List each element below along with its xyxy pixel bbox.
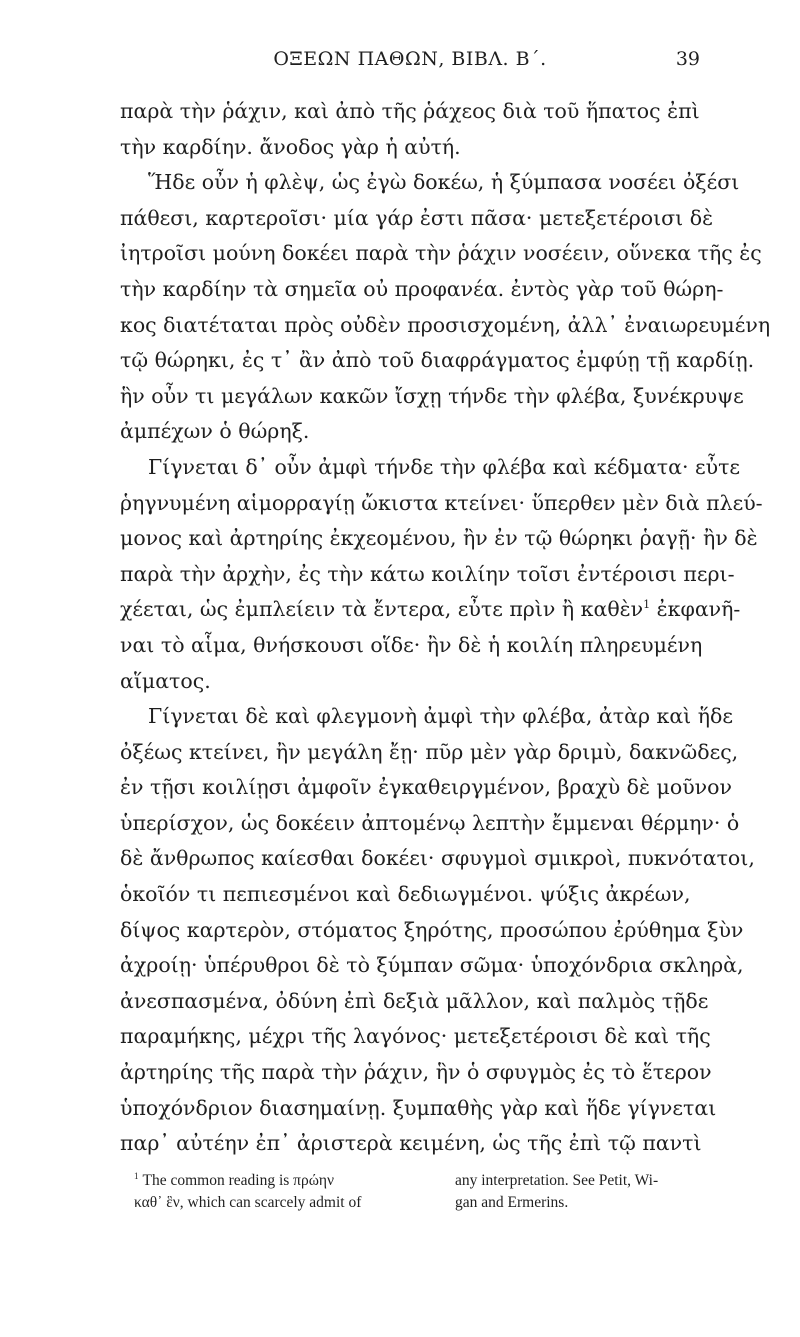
text-line: ὑπερίσχον, ὡς δοκέειν ἀπτομένῳ λεπτὴν ἔμμεναι θέρμην· ὁ (120, 810, 740, 835)
running-head (120, 48, 700, 84)
footnote-reference[interactable]: 1 (643, 598, 651, 612)
text-line: τῷ θώρηκι, ἐς τ᾽ ἂν ἀπὸ τοῦ διαφράγματος ἐμφύῃ τῇ καρδίῃ. (120, 348, 755, 373)
text-line: ἀχροίῃ· ὑπέρυθροι δὲ τὸ ξύμπαν σῶμα· ὑποχόνδρια σκληρὰ, (120, 953, 744, 978)
text-fragment: ἐκφανῆ- (650, 597, 741, 622)
text-line: αἵματος. (120, 668, 211, 693)
text-line: παραμήκης, μέχρι τῆς λαγόνος· μετεξετέροισι δὲ καὶ τῆς (120, 1024, 711, 1049)
footnote (120, 1170, 700, 1214)
text-line: παρὰ τὴν ἀρχὴν, ἐς τὴν κάτω κοιλίην τοῖσι ἐντέροισι περι- (120, 561, 735, 586)
paragraph-start-line: Γίγνεται δὲ καὶ φλεγμονὴ ἀμφὶ τὴν φλέβα, ἀτὰρ καὶ ἥδε (148, 704, 733, 729)
text-line: πάθεσι, καρτεροῖσι· μία γάρ ἐστι πᾶσα· μετεξετέροισι δὲ (120, 205, 714, 230)
footnote-line (120, 1192, 700, 1214)
text-line: μονος καὶ ἀρτηρίης ἐκχεομένου, ἢν ἐν τῷ θώρηκι ῥαγῇ· ἢν δὲ (120, 526, 758, 551)
text-line: ἰητροῖσι μούνη δοκέει παρὰ τὴν ῥάχιν νοσέειν, οὕνεκα τῆς ἐς (120, 241, 762, 266)
text-line: δίψος καρτερὸν, στόματος ξηρότης, προσώπου ἐρύθημα ξὺν (120, 917, 744, 942)
text-line: ναι τὸ αἷμα, θνήσκουσι οἵδε· ἢν δὲ ἡ κοιλίη πληρευμένη (120, 632, 703, 657)
text-line: ἀμπέχων ὁ θώρηξ. (120, 419, 310, 444)
text-line: δὲ ἄνθρωπος καίεσθαι δοκέει· σφυγμοὶ σμικροὶ, πυκνότατοι, (120, 846, 755, 871)
text-line: κος διατέταται πρὸς οὐδὲν προσισχομένη, ἀλλ᾽ ἐναιωρευμένη (120, 312, 771, 337)
text-line: ἀρτηρίης τῆς παρὰ τὴν ῥάχιν, ἣν ὁ σφυγμὸς ἐς τὸ ἕτερον (120, 1060, 712, 1085)
text-line: παρ᾽ αὐτέην ἐπ᾽ ἀριστερὰ κειμένη, ὡς τῆς ἐπὶ τῷ παντὶ (120, 1131, 702, 1156)
footnote-right-column: gan and Ermerins. (455, 1193, 569, 1211)
footnote-line (120, 1170, 700, 1192)
text-line: ῥηγνυμένη αἱμορραγίῃ ὤκιστα κτείνει· ὕπερθεν μὲν διὰ πλεύ- (120, 490, 763, 515)
paragraph-start-line: Ἥδε οὖν ἡ φλὲψ, ὡς ἐγὼ δοκέω, ἡ ξύμπασα νοσέει ὀξέσι (148, 170, 740, 195)
book-page (120, 48, 771, 1214)
page-number: 39 (675, 48, 700, 70)
text-line: ὁκοῖόν τι πεπιεσμένοι καὶ δεδιωγμένοι. ψύξις ἀκρέων, (120, 882, 691, 907)
text-line: ἣν οὖν τι μεγάλων κακῶν ἴσχῃ τήνδε τὴν φλέβα, ξυνέκρυψε (120, 383, 744, 408)
text-line: ἐν τῇσι κοιλίῃσι ἀμφοῖν ἐγκαθειργμένον, βραχὺ δὲ μοῦνον (120, 775, 732, 800)
text-line: ἀνεσπασμένα, ὀδύνη ἐπὶ δεξιὰ μᾶλλον, καὶ παλμὸς τῇδε (120, 988, 709, 1013)
text-line: ὀξέως κτείνει, ἢν μεγάλη ἔῃ· πῦρ μὲν γὰρ δριμὺ, δακνῶδες, (120, 739, 739, 764)
footnote-right-column: any interpretation. See Petit, Wi- (455, 1171, 659, 1189)
text-line: τὴν καρδίην τὰ σημεῖα οὐ προφανέα. ἐντὸς γὰρ τοῦ θώρη- (120, 276, 724, 301)
text-line-with-note (120, 592, 741, 628)
text-line: τὴν καρδίην. ἄνοδος γὰρ ἡ αὐτή. (120, 134, 461, 159)
text-line: ὑποχόνδριον διασημαίνῃ. ξυμπαθὴς γὰρ καὶ ἥδε γίγνεται (120, 1095, 717, 1120)
text-line: παρὰ τὴν ῥάχιν, καὶ ἀπὸ τῆς ῥάχεος διὰ τοῦ ἥπατος ἐπὶ (120, 99, 700, 123)
footnote-text: The common reading is πρώην (142, 1171, 335, 1189)
body-text (120, 94, 771, 1162)
footnote-marker: 1 (134, 1170, 139, 1181)
footnote-left-column: καθ᾽ ἓν, which can scarcely admit of (134, 1193, 362, 1211)
paragraph-start-line: Γίγνεται δ᾽ οὖν ἀμφὶ τήνδε τὴν φλέβα καὶ κέδματα· εὖτε (148, 454, 741, 479)
text-fragment: χέεται, ὡς ἐμπλείειν τὰ ἔντερα, εὖτε πρὶν ἢ καθὲν (120, 597, 644, 622)
footnote-left-column (120, 1170, 455, 1192)
running-title: ΟΞΕΩΝ ΠΑΘΩΝ, ΒΙΒΛ. Β΄. (273, 48, 547, 70)
